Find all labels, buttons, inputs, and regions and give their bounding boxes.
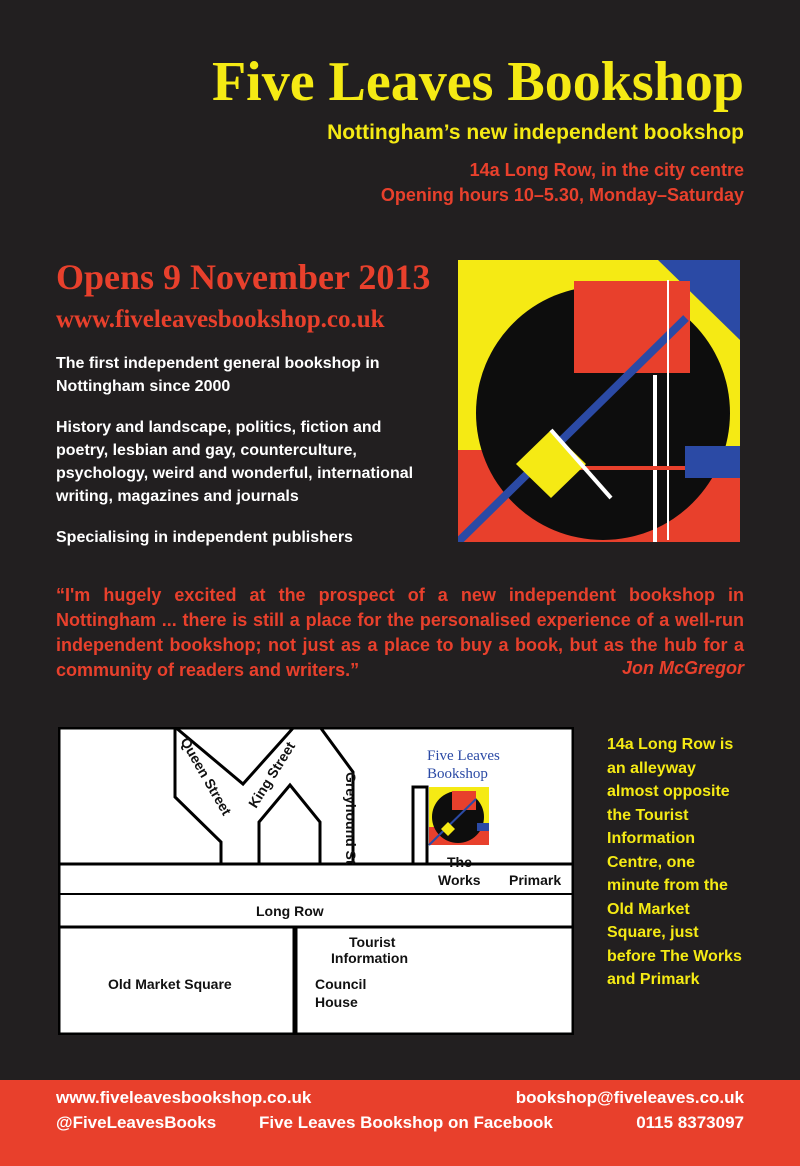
council-house-label: Council (315, 976, 367, 992)
footer-website-link[interactable]: www.fiveleavesbookshop.co.uk (56, 1088, 312, 1107)
location-map (58, 727, 574, 1035)
address-line: 14a Long Row, in the city centre (469, 160, 744, 180)
map-shop-logo-icon (429, 787, 489, 845)
queen-street-label: Queen Street (177, 734, 235, 818)
poster-title: Five Leaves Bookshop (211, 51, 744, 113)
opening-date: Opens 9 November 2013 (56, 257, 431, 297)
long-row-label: Long Row (256, 903, 324, 919)
directions-text: 14a Long Row is an alleyway almost opposite the Tourist Information Centre, one minute from the Old Market Square, just before The Works and Primark (607, 736, 742, 988)
primark-label: Primark (509, 872, 562, 888)
opening-hours: Opening hours 10–5.30, Monday–Saturday (380, 185, 744, 205)
council-house-label: House (315, 994, 358, 1010)
greyhound-street-label: Greyhound St (343, 772, 359, 865)
footer-facebook-link[interactable]: Five Leaves Bookshop on Facebook (259, 1113, 553, 1132)
old-market-square-label: Old Market Square (108, 976, 232, 992)
the-works-label: The (447, 854, 472, 870)
tourist-info-label: Information (331, 950, 408, 966)
footer-phone-number[interactable]: 0115 8373097 (636, 1113, 744, 1132)
the-works-label: Works (438, 872, 481, 888)
shop-name-label: Five Leaves (427, 748, 500, 764)
intro-paragraph: The first independent general bookshop in Nottingham since 2000 (56, 355, 380, 395)
shop-name-label: Bookshop (427, 766, 488, 782)
subjects-paragraph: History and landscape, politics, fiction and poetry, lesbian and gay, counterculture, psychology, weird and wonderful, international writing, magazines and journals (56, 419, 414, 505)
footer-bar (0, 1080, 800, 1166)
footer-twitter-link[interactable]: @FiveLeavesBooks (56, 1113, 217, 1132)
author-quote: “I'm hugely excited at the prospect of a new independent bookshop in Nottingham ... there is still a place for the personalised experience of a well-run independent bookshop; not just as a place to buy a book, but as the hub for a community of readers and writers.” (56, 585, 744, 680)
tourist-info-label: Tourist (349, 934, 396, 950)
king-street-label: King Street (244, 738, 299, 811)
five-leaves-logo-icon (458, 260, 740, 542)
footer-email-link[interactable]: bookshop@fiveleaves.co.uk (515, 1088, 744, 1107)
publishers-paragraph: Specialising in independent publishers (56, 529, 353, 546)
quote-author: Jon McGregor (621, 658, 744, 678)
website-link[interactable]: www.fiveleavesbookshop.co.uk (56, 306, 385, 333)
poster-subtitle: Nottingham’s new independent bookshop (327, 121, 744, 144)
